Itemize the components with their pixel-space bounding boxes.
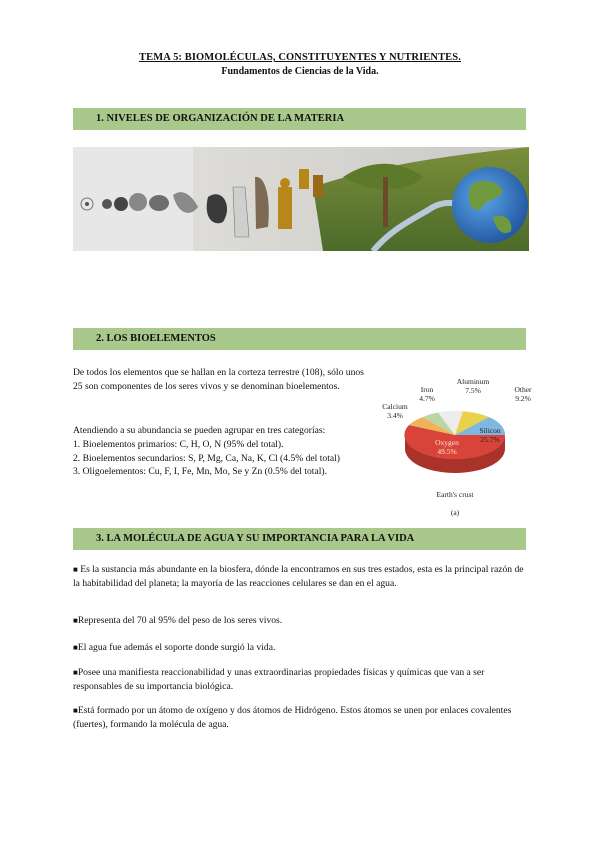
bullet-icon: ■ (73, 616, 78, 625)
label-aluminum-name: Aluminum (456, 377, 490, 386)
water-point-4-text: Posee una manifiesta reaccionabilidad y unas extraordinarias propiedades físicas y químicas que van a ser responsables de su importancia biológica. (73, 667, 485, 692)
label-silicon-name: Silicon (479, 426, 501, 435)
water-point-1-text: Es la sustancia más abundante en la biosfera, dónde la encontramos en sus tres estados, esta es la principal razón de la habitabilidad del planeta; la mayoría de las reacciones celulares se dan en el agua. (73, 564, 524, 589)
water-point-3-text: El agua fue además el soporte donde surgió la vida. (77, 642, 276, 653)
bioelements-grouping: Atendiendo a su abundancia se pueden agrupar en tres categorías: (73, 425, 326, 436)
label-other-name: Other (514, 385, 532, 394)
label-oxygen-name: Oxygen (435, 438, 459, 447)
chart-caption: Earth's crust (436, 490, 474, 499)
label-calcium-value: 3.4% (387, 411, 403, 420)
bullet-icon: ■ (73, 668, 78, 677)
water-point-4 (73, 666, 531, 693)
label-iron-name: Iron (420, 385, 434, 394)
label-other-value: 9.2% (515, 394, 531, 403)
document-subtitle: Fundamentos de Ciencias de la Vida. (221, 66, 379, 77)
water-point-3 (73, 641, 531, 655)
earth-crust-pie-chart (375, 373, 535, 521)
label-oxygen-value: 49.5% (437, 447, 457, 456)
chart-panel-label: (a) (450, 508, 460, 517)
bullet-icon: ■ (73, 706, 78, 715)
water-point-2-text: Representa del 70 al 95% del peso de los seres vivos. (77, 615, 283, 626)
label-calcium-name: Calcium (382, 402, 408, 411)
document-title: TEMA 5: BIOMOLÉCULAS, CONSTITUYENTES Y NUTRIENTES. (139, 52, 461, 63)
water-point-1 (73, 563, 531, 590)
bioelements-item-primary: 1. Bioelementos primarios: C, H, O, N (95% del total). (73, 439, 284, 450)
section-heading-levels: 1. NIVELES DE ORGANIZACIÓN DE LA MATERIA (73, 108, 526, 130)
bioelements-item-secondary: 2. Bioelementos secundarios: S, P, Mg, Ca, Na, K, Cl (4.5% del total) (73, 452, 340, 464)
section-heading-water: 3. LA MOLÉCULA DE AGUA Y SU IMPORTANCIA PARA LA VIDA (73, 528, 526, 550)
bioelements-list (73, 438, 393, 479)
bullet-icon: ■ (73, 643, 78, 652)
bullet-icon: ■ (73, 565, 78, 574)
label-silicon-value: 25.7% (480, 435, 500, 444)
water-point-5-text: Está formado por un átomo de oxígeno y dos átomos de Hidrógeno. Estos átomos se unen por enlaces covalentes (fuertes), formando la molécula de agua. (73, 705, 512, 730)
section-heading-bioelements: 2. LOS BIOELEMENTOS (73, 328, 526, 350)
water-point-5 (73, 704, 531, 731)
levels-of-organization-illustration (73, 147, 529, 251)
water-point-2 (73, 614, 531, 628)
bioelements-item-trace: 3. Oligoelementos: Cu, F, I, Fe, Mn, Mo, Se y Zn (0.5% del total). (73, 466, 327, 478)
label-aluminum-value: 7.5% (465, 386, 481, 395)
bioelements-intro: De todos los elementos que se hallan en la corteza terrestre (108), sólo unos 25 son componentes de los seres vivos y se denominan bioelementos. (73, 367, 364, 392)
label-iron-value: 4.7% (419, 394, 435, 403)
